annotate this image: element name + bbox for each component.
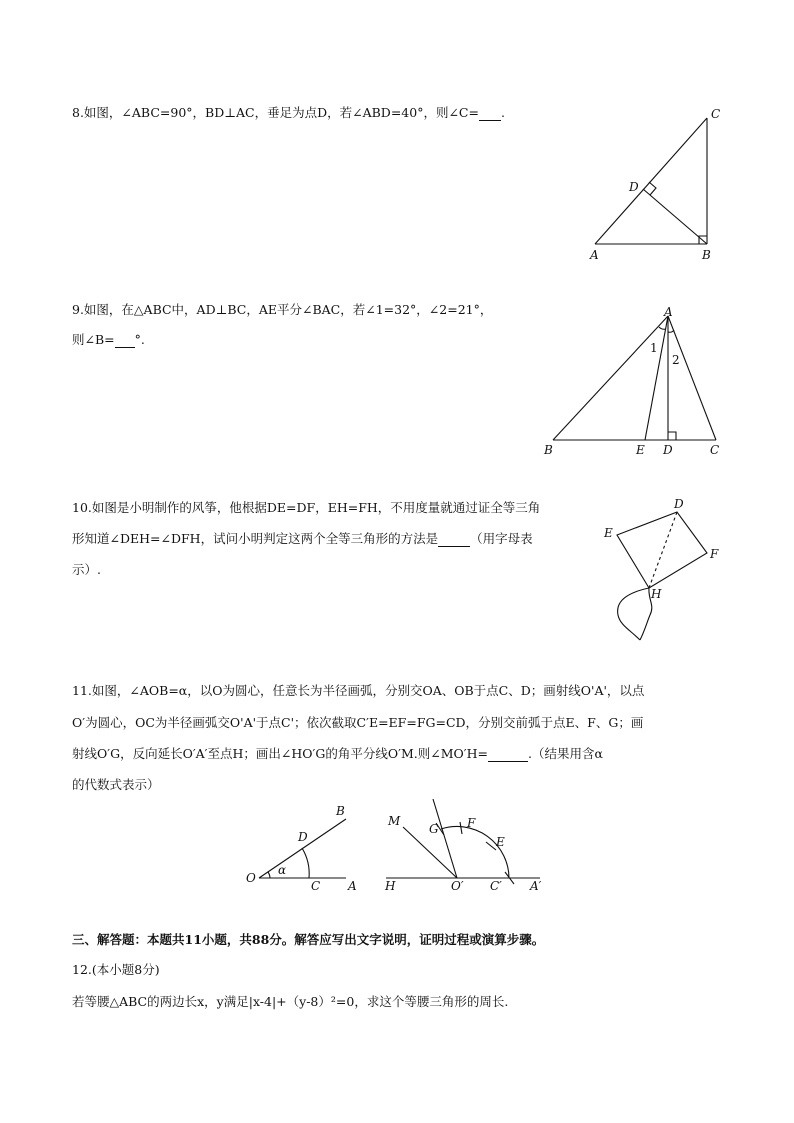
q8-text: 8.如图，∠ABC=90°，BD⊥AC，垂足为点D，若∠ABD=40°，则∠C= . [72,105,505,120]
q8-segment-ac [595,118,707,244]
q10-text-line2: 形知道∠DEH=∠DFH，试问小明判定这两个全等三角形的方法是 （用字母表 [72,531,533,546]
q10-label-d: D [674,497,684,511]
q9-figure [553,316,716,440]
q8-segment-bd [643,189,707,244]
q11-label-o-prime: O′ [451,879,464,893]
q11-label-alpha: α [278,863,287,877]
q10-diagonal-dh [649,512,677,588]
q9-label-a: A [664,305,673,319]
q9-right-angle-d [668,432,676,440]
q11-label-d: D [298,830,308,844]
q11-text-line4: 的代数式表示） [72,777,160,792]
q9-label-c: C [710,443,720,457]
q11-text-line3: 射线O′G，反向延长O′A′至点H；画出∠HO′G的角平分线O′M.则∠MO′H= .（结果用含α [72,746,603,761]
q11-text-line1: 11.如图，∠AOB=α，以O为圆心，任意长为半径画弧，分别交OA、OB于点C、D；画射线O'A'，以点 [72,683,645,698]
q11-label-m: M [388,814,401,828]
q9-label-angle2: 2 [672,353,680,367]
q11-label-h: H [385,879,396,893]
q11-label-c: C [311,879,321,893]
q11-figure-right [386,799,540,884]
q10-kite-outline [617,512,707,588]
q10-label-e: E [604,526,613,540]
q11-angle-alpha-arc [268,872,270,878]
q12-number: 12.(本小题8分) [72,962,160,977]
q10-figure [617,512,707,640]
q10-text-line3: 示）. [72,562,101,577]
q10-kite-string-left [618,588,649,640]
q9-text-line1: 9.如图，在△ABC中，AD⊥BC，AE平分∠BAC，若∠1=32°，∠2=21°， [72,302,493,317]
q9-segment-ac [668,316,716,440]
q9-text-line2: 则∠B= °. [72,332,145,347]
q8-figure [595,118,707,244]
q9-label-e: E [636,443,645,457]
q9-label-angle1: 1 [650,341,658,355]
q11-label-a: A [348,879,357,893]
section3-heading: 三、解答题：本题共11小题，共88分。解答应写出文字说明，证明过程或演算步骤。 [72,932,545,947]
q8-label-b: B [702,248,711,262]
q11-tick-f [460,822,462,834]
q10-text-line1: 10.如图是小明制作的风筝，他根据DE=DF，EH=FH，不用度量就通过证全等三角 [72,500,541,515]
q8-label-d: D [629,180,639,194]
q12-text: 若等腰△ABC的两边长x，y满足|x-4|+（y-8）²=0，求这个等腰三角形的周长. [72,994,509,1009]
q9-label-d: D [663,443,673,457]
q9-label-b: B [544,443,553,457]
q8-label-c: C [711,107,721,121]
q8-right-angle-d [649,182,656,195]
q11-arc-cd [302,848,309,878]
q11-text-line2: O′为圆心，OC为半径画弧交O'A'于点C'；依次截取C′E=EF=FG=CD，分别交前弧于点E、F、G；画 [72,715,644,730]
q11-label-b: B [336,804,345,818]
q9-angle-arc-1 [659,327,666,329]
q10-label-h: H [651,587,662,601]
q11-label-f: F [467,816,476,830]
q8-label-a: A [590,248,599,262]
q11-label-o: O [246,871,256,885]
q11-label-e: E [496,835,505,849]
q9-segment-ab [553,316,668,440]
q11-label-c-prime: C′ [490,879,502,893]
q10-label-f: F [710,547,719,561]
q9-segment-ae [645,316,668,440]
q11-figure-left [259,819,346,878]
q11-label-g: G [429,822,439,836]
q9-angle-arc-2 [668,330,674,332]
q11-label-a-prime: A′ [530,879,542,893]
